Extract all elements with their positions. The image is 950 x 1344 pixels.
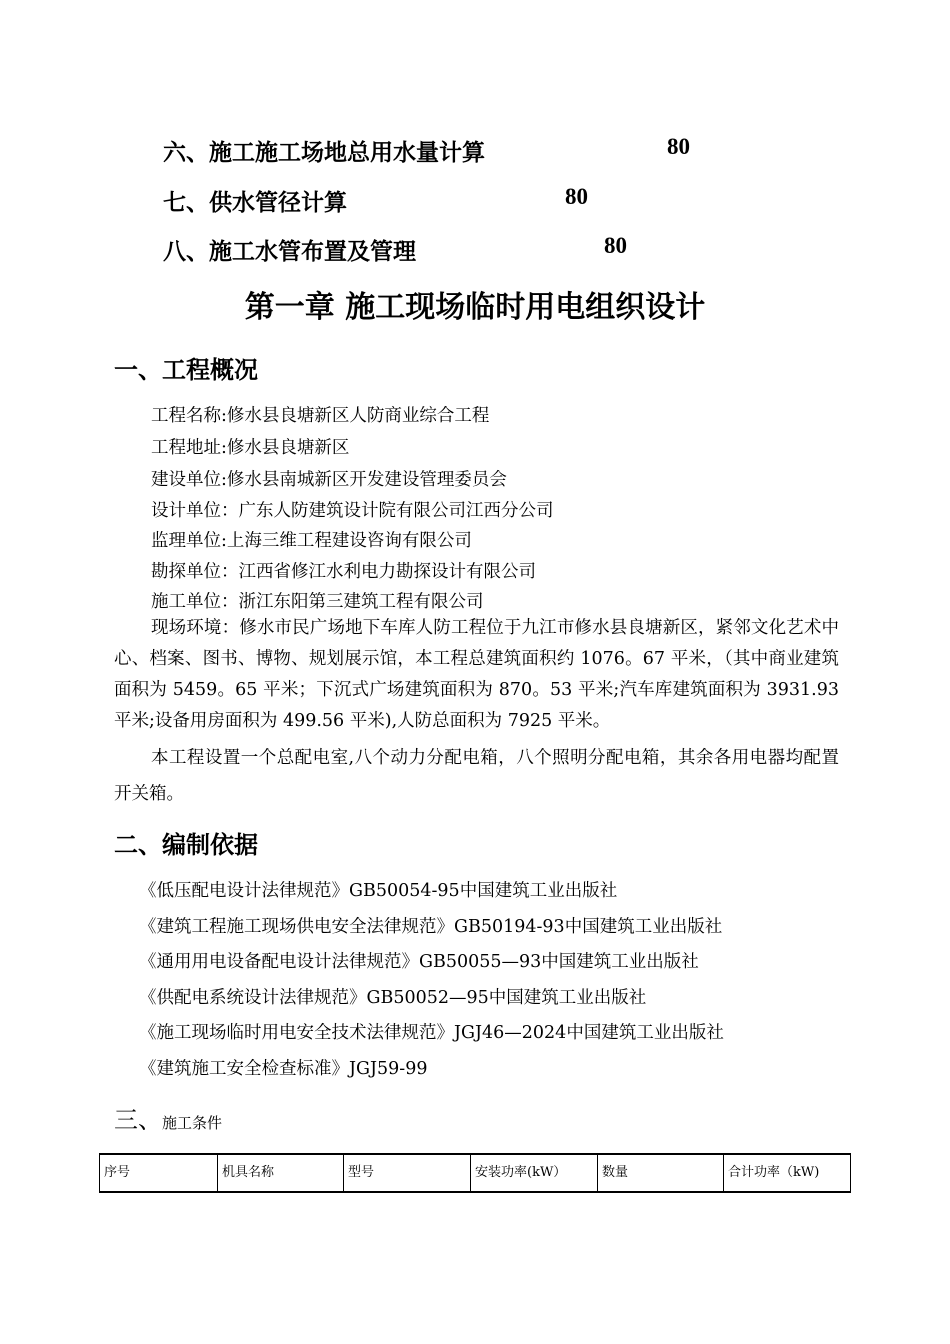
table-header-cell: 机具名称: [218, 1154, 344, 1192]
info-line: 工程名称:修水县良塘新区人防商业综合工程: [151, 406, 490, 426]
setup-paragraph: 本工程设置一个总配电室,八个动力分配电箱，八个照明分配电箱，其余各用电器均配置开关箱。: [114, 748, 839, 804]
toc-entry-page: 80: [667, 134, 690, 159]
section-heading-text: 施工条件: [162, 1114, 223, 1132]
info-line: 勘探单位：江西省修江水利电力勘探设计有限公司: [151, 562, 536, 582]
site-environment-paragraph: 现场环境：修水市民广场地下车库人防工程位于九江市修水县良塘新区，紧邻文化艺术中心、档案、图书、博物、规划展示馆，本工程总建筑面积约 1076。67 平米，（其中商业建筑面积为 5459。65 平米；下沉式广场建筑面积为 870。53 平米;汽车库建筑面积为 3931.93 平米;设备用房面积为 499.56 平米),人防总面积为 7925 平米。: [114, 618, 839, 731]
reference-line: 《建筑工程施工现场供电安全法律规范》GB50194-93中国建筑工业出版社: [139, 917, 723, 937]
reference-line: 《低压配电设计法律规范》GB50054-95中国建筑工业出版社: [139, 881, 618, 901]
reference-line: 《通用用电设备配电设计法律规范》GB50055—93中国建筑工业出版社: [139, 952, 699, 972]
table-header-cell: 数量: [598, 1154, 724, 1192]
equipment-table: [99, 1153, 851, 1193]
chapter-title: 第一章 施工现场临时用电组织设计: [244, 290, 706, 325]
info-line: 施工单位：浙江东阳第三建筑工程有限公司: [151, 592, 484, 612]
reference-line: 《施工现场临时用电安全技术法律规范》JGJ46—2024中国建筑工业出版社: [139, 1023, 724, 1043]
toc-entry-page: 80: [604, 233, 627, 258]
section-heading-prefix: 三、: [114, 1106, 162, 1134]
reference-line: 《供配电系统设计法律规范》GB50052—95中国建筑工业出版社: [139, 988, 647, 1008]
table-header-cell: 安装功率(kW）: [471, 1154, 598, 1192]
section-heading-conditions: [114, 1100, 222, 1135]
toc-entry-title: 六、施工施工场地总用水量计算: [163, 140, 485, 166]
section-heading-overview: 一、工程概况: [114, 356, 258, 384]
toc-entry-page: 80: [565, 184, 588, 209]
table-header-cell: 序号: [100, 1154, 218, 1192]
reference-line: 《建筑施工安全检查标准》JGJ59-99: [139, 1059, 428, 1079]
toc-entry-title: 七、供水管径计算: [163, 190, 347, 216]
table-header-cell: 合计功率（kW): [724, 1154, 851, 1192]
section-heading-basis: 二、编制依据: [114, 831, 258, 859]
info-line: 工程地址:修水县良塘新区: [151, 438, 350, 458]
info-line: 建设单位:修水县南城新区开发建设管理委员会: [151, 470, 507, 490]
table-header-cell: 型号: [344, 1154, 471, 1192]
info-line: 设计单位：广东人防建筑设计院有限公司江西分公司: [151, 501, 554, 521]
toc-entry-title: 八、施工水管布置及管理: [163, 239, 416, 265]
info-line: 监理单位:上海三维工程建设咨询有限公司: [151, 531, 472, 551]
table-header-row: [100, 1154, 851, 1192]
